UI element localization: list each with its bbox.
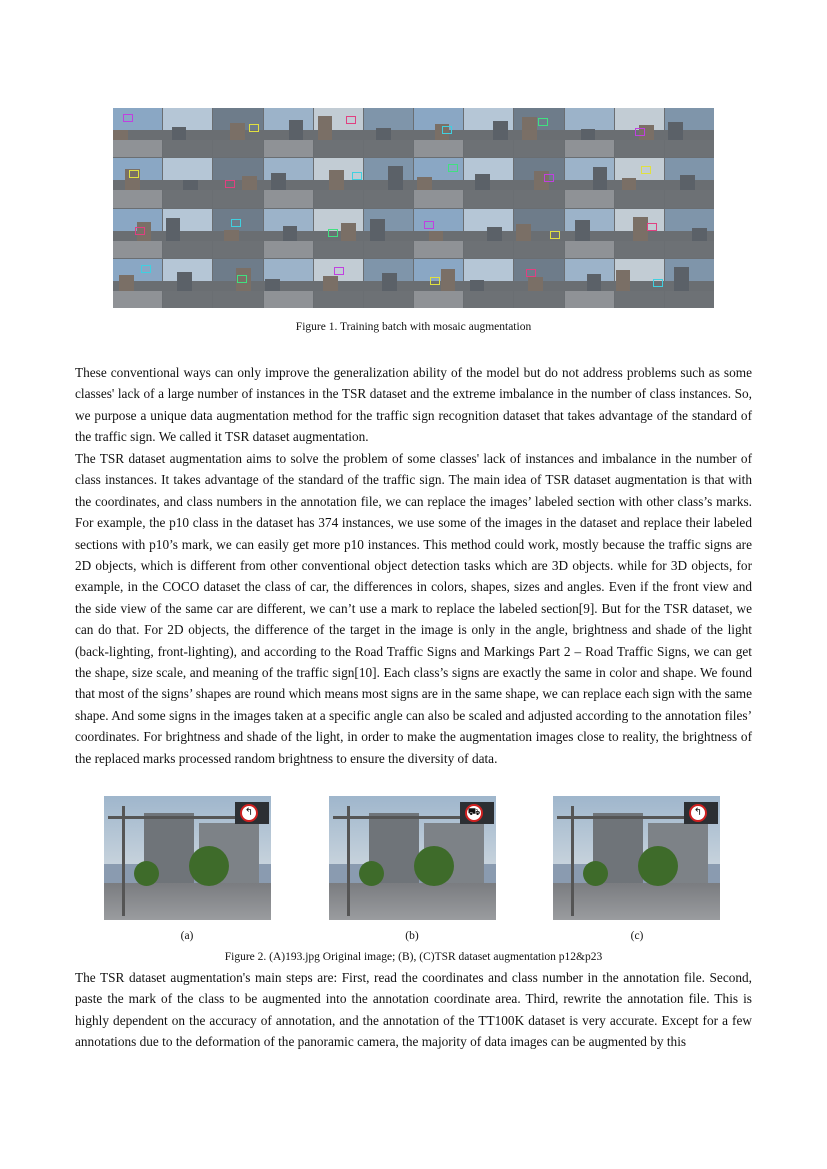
mosaic-tile — [113, 259, 162, 308]
mosaic-tile — [364, 209, 413, 258]
traffic-sign-icon: ↰ — [240, 804, 258, 822]
figure2-label-b: (b) — [405, 930, 419, 942]
mosaic-tile — [615, 108, 664, 157]
mosaic-tile — [113, 158, 162, 207]
figure2-photo-c — [553, 796, 720, 920]
mosaic-tile — [514, 108, 563, 157]
mosaic-tile — [615, 158, 664, 207]
mosaic-tile — [264, 259, 313, 308]
mosaic-tile — [213, 108, 262, 157]
mosaic-tile — [163, 259, 212, 308]
mosaic-tile — [464, 158, 513, 207]
mosaic-tile — [514, 209, 563, 258]
mosaic-tile — [364, 158, 413, 207]
mosaic-tile — [665, 209, 714, 258]
mosaic-tile — [113, 209, 162, 258]
paragraph-2: The TSR dataset augmentation aims to solve the problem of some classes' lack of instances and imbalance in the number of class instances. It takes advantage of the standard of the traffic sign. The main idea of TSR dataset augmentation is that with the coordinates, and class numbers in the annotation file, we can replace the images’ labeled section with other class’s marks. For example, the p10 class in the dataset has 374 instances, we use some of the images in the dataset and replace their labeled sections with p10’s mark, we can easily get more p10 instances. This method could work, mostly because the traffic signs are 2D objects, which is different from other conventional object detection tasks which are 3D objects. while for 3D objects, for example, in the COCO dataset the class of car, the differences in colors, shapes, sizes and angles. Even if the front view and the side view of the same car are different, we can’t use a mark to replace the labeled section[9]. But for the TSR dataset, we can do that. For 2D objects, the difference of the target in the image is only in the angle, brightness and shade of the light (back-lighting, front-lighting), and according to the Road Traffic Signs and Markings Part 2 – Road Traffic Signs, we can get the shape, size scale, and meaning of the traffic sign[10]. Each class’s signs are exactly the same in color and shape. We found that most of the signs’ shapes are round which means most signs are in the same shape, we can replace each sign with the same shape. And some signs in the images taken at a specific angle can also be scaled and adjusted according to the annotation files’ coordinates. For brightness and shade of the light, in order to make the augmentation images close to reality, the brightness of the replaced marks processed random brightness to ensure the diversity of data. — [75, 451, 752, 766]
mosaic-tile — [565, 108, 614, 157]
mosaic-tile — [565, 158, 614, 207]
mosaic-tile — [213, 259, 262, 308]
mosaic-tile — [264, 209, 313, 258]
mosaic-tile — [414, 108, 463, 157]
mosaic-tile — [514, 259, 563, 308]
mosaic-tile — [464, 259, 513, 308]
mosaic-tile — [414, 158, 463, 207]
mosaic-tile — [615, 209, 664, 258]
traffic-sign-icon: ↰ — [689, 804, 707, 822]
mosaic-tile — [615, 259, 664, 308]
mosaic-tile — [264, 108, 313, 157]
mosaic-tile — [414, 259, 463, 308]
mosaic-tile — [464, 108, 513, 157]
mosaic-tile — [314, 209, 363, 258]
mosaic-tile — [314, 158, 363, 207]
mosaic-tile — [665, 108, 714, 157]
figure2-label-a: (a) — [180, 930, 194, 942]
mosaic-tile — [163, 158, 212, 207]
figure2-photo-b — [329, 796, 496, 920]
mosaic-tile — [464, 209, 513, 258]
mosaic-tile — [314, 108, 363, 157]
mosaic-tile — [314, 259, 363, 308]
figure1-caption: Figure 1. Training batch with mosaic augmentation — [295, 321, 532, 333]
paragraph-1: These conventional ways can only improve the generalization ability of the model but do not address problems such as some classes' lack of a large number of instances in the TSR dataset and the extreme imbalance in the number of class instances. So, we purpose a unique data augmentation method for the traffic sign recognition dataset that takes advantage of the standard of the traffic sign. We called it TSR dataset augmentation. — [75, 365, 752, 445]
mosaic-tile — [113, 108, 162, 157]
mosaic-tile — [665, 259, 714, 308]
figure2-label-c: (c) — [630, 930, 644, 942]
traffic-sign-icon: ⛟ — [465, 804, 483, 822]
mosaic-tile — [364, 108, 413, 157]
figure2-photo-a — [104, 796, 271, 920]
figure1-mosaic-image — [113, 108, 714, 308]
mosaic-tile — [213, 158, 262, 207]
mosaic-tile — [163, 108, 212, 157]
paragraph-3: The TSR dataset augmentation's main steps are: First, read the coordinates and class number in the annotation file. Second, paste the mark of the class to be augmented into the annotation coordinate area. Third, rewrite the annotation file. This is highly dependent on the accuracy of annotation, and the annotation of the TT100K dataset is very accurate. Except for a few annotations due to the deformation of the panoramic camera, the majority of data images can be augmented by this — [75, 970, 752, 1050]
mosaic-tile — [665, 158, 714, 207]
mosaic-tile — [364, 259, 413, 308]
mosaic-tile — [565, 259, 614, 308]
mosaic-tile — [414, 209, 463, 258]
mosaic-tile — [213, 209, 262, 258]
mosaic-tile — [264, 158, 313, 207]
mosaic-tile — [565, 209, 614, 258]
figure2-caption: Figure 2. (A)193.jpg Original image; (B), (C)TSR dataset augmentation p12&p23 — [224, 951, 603, 963]
mosaic-tile — [514, 158, 563, 207]
mosaic-tile — [163, 209, 212, 258]
